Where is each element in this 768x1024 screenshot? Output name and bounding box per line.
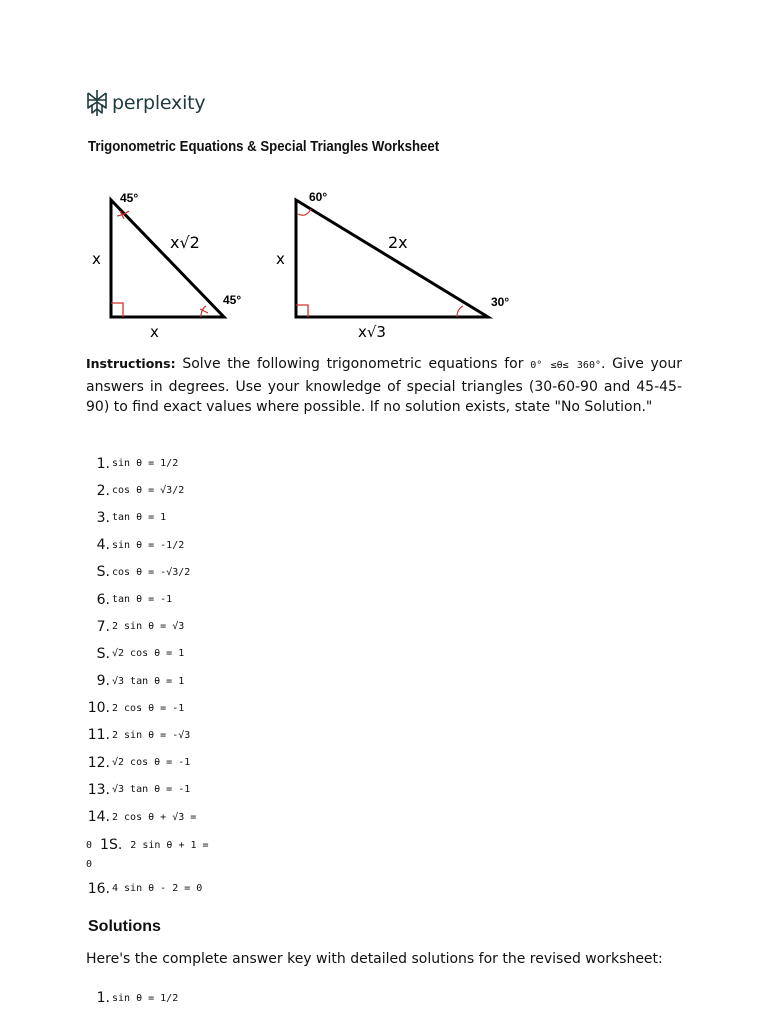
solution-number: 1. [96,990,110,1006]
problem-item [86,875,386,902]
special-triangles-figure [86,185,526,345]
problem-number: S. [96,645,110,662]
problem-15-continuation: 0 [86,859,93,870]
problem-number: 10. [87,700,110,717]
problem-number: 14. [87,809,110,826]
problem-number: 6. [96,591,110,608]
problem-14-wrap-line [86,837,209,853]
problem-equation: cos θ = -√3/2 [112,566,191,578]
page-title: Trigonometric Equations & Special Triangles Worksheet [88,138,440,155]
problem-item [86,504,386,531]
problem-number: 7. [96,618,110,635]
problem-item [86,695,386,722]
solutions-intro: Here's the complete answer key with detailed solutions for the revised worksheet: [86,951,663,967]
problem-number: 11. [87,727,110,744]
triangle-30-60-90 [276,190,509,341]
problem-item [86,450,386,477]
problem-equation: cos θ = √3/2 [112,485,185,497]
t30-left-side: x [276,250,285,268]
triangle-45-45-90 [92,191,241,341]
problem-equation: 2 cos θ + √3 = [112,811,197,823]
instructions-label: Instructions: [86,356,176,371]
brand-logo [86,88,205,118]
t30-bottom-side: x√3 [358,323,386,341]
problem-equation: 2 sin θ + 1 = [130,839,209,851]
problem-equation: √3 tan θ = 1 [112,675,185,687]
problem-equation: tan θ = -1 [112,594,173,606]
t30-right-angle: 30° [491,295,510,309]
problem-equation: sin θ = 1/2 [112,458,179,470]
t45-bottom-side: x [150,323,159,341]
t45-hypotenuse: x√2 [170,233,200,252]
problem-number: S. [96,564,110,581]
problem-equation: √3 tan θ = -1 [112,784,191,796]
perplexity-logo-icon [86,89,108,117]
problem-number: 16. [87,880,110,897]
solution-equation: sin θ = 1/2 [112,992,179,1004]
problem-list-tail [86,875,386,902]
problem-number: 4. [96,537,110,554]
t45-right-angle: 45° [223,293,242,307]
instructions-range: 0° ≤θ≤ 360° [530,360,601,371]
problem-equation: 4 sin θ - 2 = 0 [112,883,203,895]
problem-item [86,532,386,559]
problem-item [86,803,386,830]
problem-number: 9. [96,673,110,690]
problem-number: 1S. [100,837,123,853]
instructions-text-after: . Give your answers in degrees. Use your knowledge of special triangles (30-60-90 and 45-45-90) to find exact values where possible. If no solution exists, state "No Solution." [86,356,683,416]
problem-equation: sin θ = -1/2 [112,539,185,551]
problem-item [86,722,386,749]
problem-equation: 2 cos θ = -1 [112,702,185,714]
solutions-list [86,986,178,1010]
problem-equation: √2 cos θ = -1 [112,757,191,769]
solutions-heading: Solutions [88,918,161,935]
problem-number: 2. [96,482,110,499]
problem-item [86,668,386,695]
problem-equation: √2 cos θ = 1 [112,648,185,660]
problem-item [86,559,386,586]
problem-equation: tan θ = 1 [112,512,167,524]
brand-name: perplexity [112,92,206,114]
t30-hypotenuse: 2x [388,233,408,252]
solution-item [86,986,178,1010]
problem-list [86,450,386,831]
problem-number: 13. [87,781,110,798]
t30-top-angle: 60° [309,190,328,204]
instructions-paragraph [86,354,682,418]
problem-14-continuation: 0 [86,839,93,851]
problem-number: 3. [96,509,110,526]
problem-item [86,586,386,613]
problem-item [86,613,386,640]
problem-number: 12. [87,754,110,771]
instructions-text-before: Solve the following trigonometric equations for [175,356,531,372]
problem-equation: 2 sin θ = √3 [112,621,185,633]
t45-top-angle: 45° [120,191,139,205]
problem-equation: 2 sin θ = -√3 [112,729,191,741]
problem-item [86,776,386,803]
problem-item [86,749,386,776]
problem-item [86,640,386,667]
problem-number: 1. [96,455,110,472]
t45-left-side: x [92,250,101,268]
problem-item [86,477,386,504]
